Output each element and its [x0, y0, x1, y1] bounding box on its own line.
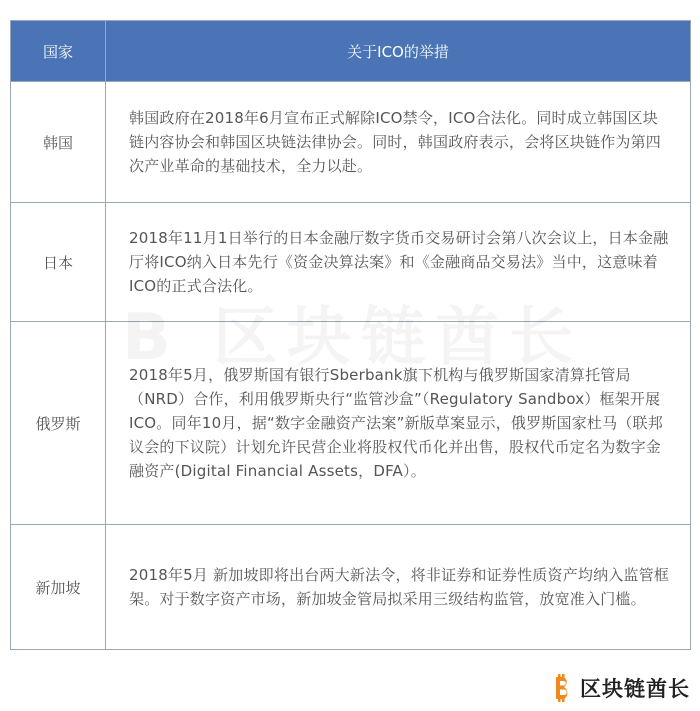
- brand-name: 区块链酋长: [580, 677, 690, 701]
- header-country: 国家: [11, 21, 106, 81]
- country-cell: 韩国: [11, 82, 106, 202]
- ico-measures-table: [10, 20, 691, 650]
- measure-cell: 韩国政府在2018年6月宣布正式解除ICO禁令，ICO合法化。同时成立韩国区块链内容协会和韩国区块链法律协会。同时，韩国政府表示，会将区块链作为第四次产业革命的基础技术，全力以赴。: [129, 109, 662, 175]
- measure-cell: 2018年5月 新加坡即将出台两大新法令，将非证券和证券性质资产均纳入监管框架。对于数字资产市场，新加坡金管局拟采用三级结构监管，放宽准入门槛。: [129, 566, 670, 608]
- header-measures: 关于ICO的举措: [347, 42, 449, 61]
- brand-logo: [550, 672, 690, 704]
- measure-cell: 2018年5月，俄罗斯国有银行Sberbank旗下机构与俄罗斯国家清算托管局（NRD）合作，利用俄罗斯央行“监管沙盒”（Regulatory Sandbox）框架开展ICO。同年10月，据“数字金融资产法案”新版草案显示，俄罗斯国家杜马（联邦议会的下议院）计划允许民营企业将股权代币化并出售，股权代币定名为数字金融资产(Digital Financial Assets，DFA）。: [129, 366, 663, 480]
- country-cell: 日本: [11, 203, 106, 321]
- table-row: [11, 524, 690, 649]
- table-row: [11, 202, 690, 321]
- country-cell: 新加坡: [11, 525, 106, 649]
- country-cell: 俄罗斯: [11, 322, 106, 524]
- measure-cell: 2018年11月1日举行的日本金融厅数字货币交易研讨会第八次会议上，日本金融厅将ICO纳入日本先行《资金决算法案》和《金融商品交易法》当中，这意味着ICO的正式合法化。: [129, 229, 669, 295]
- table-row: [11, 81, 690, 202]
- table-header: [11, 21, 690, 81]
- bitcoin-b-icon: [550, 674, 574, 702]
- table-row: [11, 321, 690, 524]
